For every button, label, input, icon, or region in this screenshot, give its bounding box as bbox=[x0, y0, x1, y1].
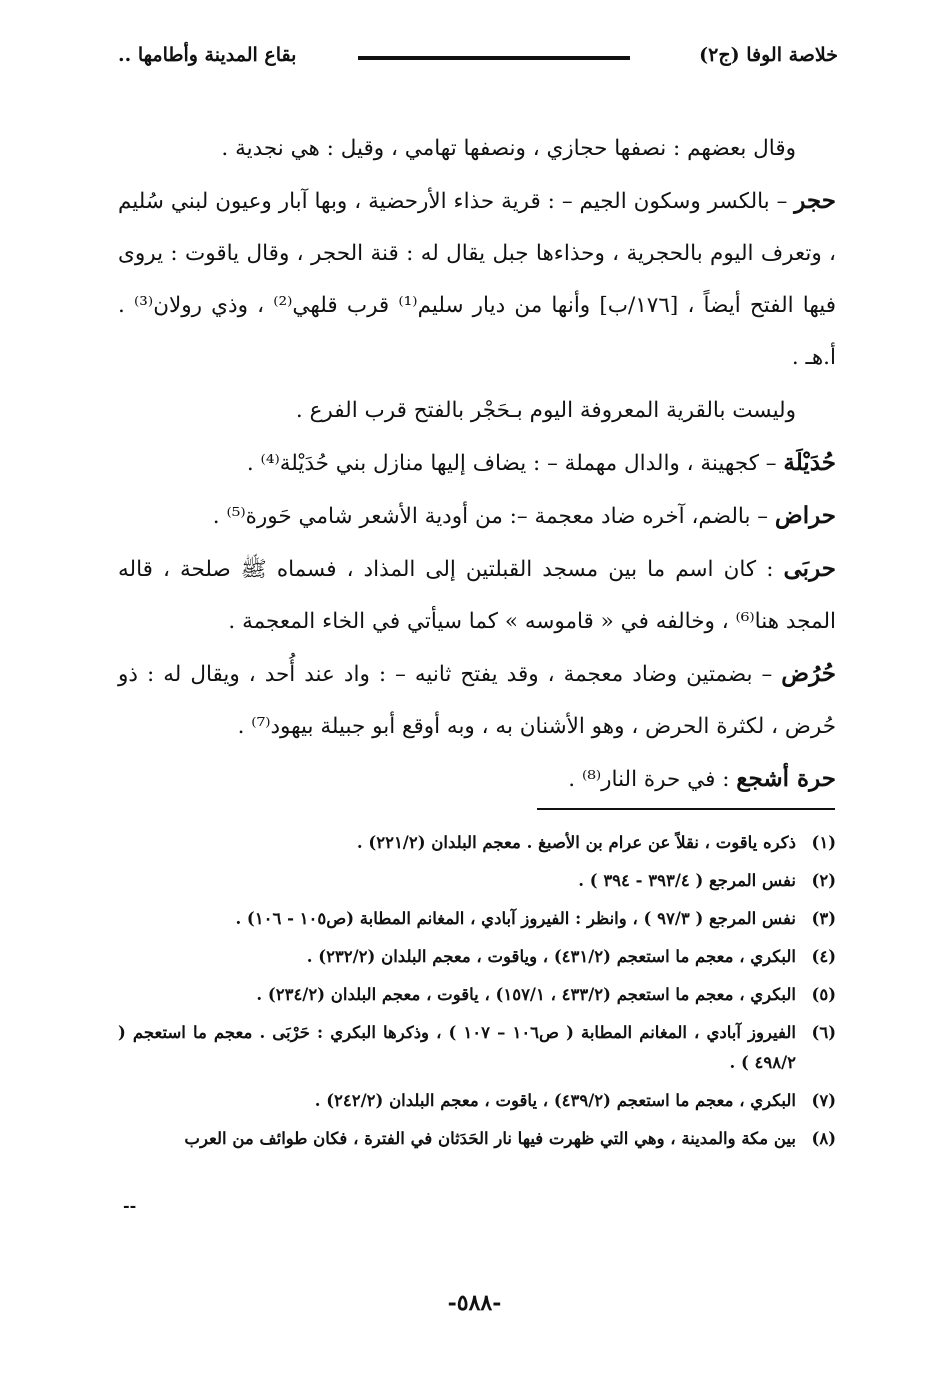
entry-term: حجر bbox=[794, 187, 836, 214]
footnotes bbox=[118, 828, 836, 1162]
footnote: (٣) نفس المرجع ( ٩٧/٣ ) ، وانظر : الفيروز آبادي ، المغانم المطابة (ص١٠٥ - ١٠٦) . bbox=[235, 909, 836, 928]
continuation-mark: -- bbox=[123, 1196, 137, 1215]
main-text bbox=[118, 122, 836, 806]
footnote-separator bbox=[537, 808, 835, 810]
paragraph: حربَى : كان اسم ما بين مسجد القبلتين إلى المذاد ، فسماه ﷺ صلحة ، قاله المجد هنا⁽⁶⁾ ، وخالفه في « قاموسه » كما سيأتي في الخاء المعجمة . bbox=[118, 555, 836, 634]
footnote: (٤) البكري ، معجم ما استعجم (٤٣١/٢) ، وياقوت ، معجم البلدان (٢٣٢/٢) . bbox=[306, 947, 836, 966]
footnote: (٢) نفس المرجع ( ٣٩٣/٤ - ٣٩٤ ) . bbox=[578, 871, 836, 890]
footnote: (٨) بين مكة والمدينة ، وهي التي ظهرت فيها نار الحَدَثان في الفترة ، فكان طوائف من العرب bbox=[184, 1129, 836, 1148]
paragraph: حُرُض – بضمتين وضاد معجمة ، وقد يفتح ثانيه – : واد عند أُحد ، ويقال له : ذو حُرض ، لكثرة الحرض ، وهو الأشنان به ، وبه أوقع أبو جبيلة بيهود⁽⁷⁾ . bbox=[118, 660, 836, 739]
paragraph: وليست بالقرية المعروفة اليوم بـحَجْر بالفتح قرب الفرع . bbox=[295, 398, 796, 423]
footnote: (٥) البكري ، معجم ما استعجم (٤٣٣/٢ ، ١٥٧/١) ، ياقوت ، معجم البلدان (٢٣٤/٢) . bbox=[256, 985, 836, 1004]
entry-term: حراض bbox=[774, 502, 836, 529]
header-title: خلاصة الوفا (ج٢) bbox=[699, 44, 838, 66]
running-header bbox=[118, 40, 838, 80]
footnote: (١) ذكره ياقوت ، نقلاً عن عرام بن الأصبغ . معجم البلدان (٢٢١/٢) . bbox=[356, 833, 836, 852]
entry-term: حُدَيْلَة bbox=[783, 449, 836, 476]
footnote: (٦) الفيروز آبادي ، المغانم المطابة ( ص١٠٦ – ١٠٧ ) ، وذكرها البكري : حَرْبَى . معجم ما استعجم ( ٤٩٨/٢ ) . bbox=[118, 1023, 836, 1072]
page-number: -٥٨٨- bbox=[447, 1290, 502, 1316]
paragraph: حراض – بالضم، آخره ضاد معجمة –: من أودية الأشعر شامي حَورة⁽⁵⁾ . bbox=[212, 502, 836, 529]
header-subtitle: بقاع المدينة وأطامها .. bbox=[118, 44, 297, 66]
entry-term: حربَى bbox=[783, 555, 836, 582]
footnote: (٧) البكري ، معجم ما استعجم (٤٣٩/٢) ، ياقوت ، معجم البلدان (٢٤٢/٢) . bbox=[314, 1091, 836, 1110]
paragraph: وقال بعضهم : نصفها حجازي ، ونصفها تهامي ، وقيل : هي نجدية . bbox=[221, 136, 796, 161]
entry-term: حرة أشجع bbox=[736, 765, 836, 792]
paragraph: حرة أشجع : في حرة النار⁽⁸⁾ . bbox=[568, 765, 836, 792]
header-rule bbox=[358, 56, 630, 60]
paragraph: حُدَيْلَة – كجهينة ، والدال مهملة – : يضاف إليها منازل بني حُدَيْلة⁽⁴⁾ . bbox=[246, 449, 836, 476]
entry-term: حُرُض bbox=[781, 660, 836, 687]
paragraph: حجر – بالكسر وسكون الجيم – : قرية حذاء الأرحضية ، وبها آبار وعيون لبني سُليم ، وتعرف اليوم بالحجرية ، وحذاءها جبل يقال له : قنة الحجر ، وقال ياقوت : يروى فيها الفتح أيضاً ، [١٧٦/ب] وأنها من ديار سليم⁽¹⁾ قرب قلهي⁽²⁾ ، وذي رولان⁽³⁾ . أ.هـ . bbox=[118, 187, 837, 370]
